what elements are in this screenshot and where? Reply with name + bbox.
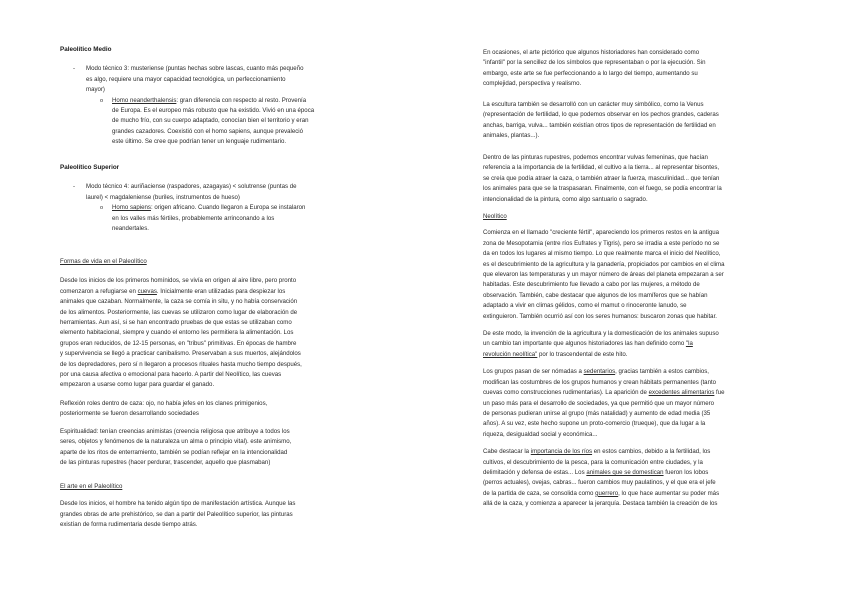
- text-run: Los grupos pasan de ser nómadas a: [483, 368, 584, 376]
- text-run: , gracias también a estos cambios,: [615, 368, 709, 376]
- term-link: importancia de los ríos: [530, 448, 593, 456]
- text-line: grandes cazadores. Coexistió con el homo sapiens, aunque prevaleció: [112, 127, 304, 135]
- text-line: y supervivencia se llegó a practicar canibalismo. Preservaban a sus muertos, alejándolos: [60, 350, 301, 358]
- text-line: [483, 367, 789, 377]
- heading-neolitico: Neolítico: [483, 213, 507, 220]
- heading-paleolitico-medio: Paleolítico Medio: [60, 46, 112, 53]
- text-line: riqueza, desigualdad social y económica...: [483, 430, 598, 438]
- paragraph: [60, 499, 365, 530]
- text-line: laurel) < magdaleniense (buriles, instrumentos de hueso): [86, 193, 240, 201]
- text-line: este último. Se cree que podrían tener un lenguaje rudimentario.: [112, 138, 287, 146]
- paragraph: [483, 48, 789, 90]
- text-line: animales, plantas...).: [483, 132, 540, 140]
- term-link: sedentarios: [583, 368, 616, 376]
- sub-list-item: [60, 203, 365, 234]
- text-line: los animales para que se la traspasaran. Finalmente, con el fuego, se podía encontrar la: [483, 185, 722, 193]
- text-line: posteriormente se fueron desarrollando sociedades: [60, 410, 199, 418]
- text-line: es algo, requiere una mayor capacidad tecnológica, un perfeccionamiento: [86, 75, 286, 83]
- text-line: [483, 447, 789, 457]
- text-line: de mucho frío, con su cuerpo adaptado, conocían bien el territorio y eran: [112, 117, 309, 125]
- text-line: Reflexión roles dentro de caza: ojo, no había jefes en los clanes primigenios,: [60, 399, 268, 407]
- section-arte-paleolitico: [60, 482, 365, 531]
- text-line: (perros actuales), ovejas, cabras... fueron cambios muy paulatinos, y el que era el jefe: [483, 479, 716, 487]
- text-run: delimitación y defensa de estas... Los: [483, 468, 587, 476]
- right-column: [483, 0, 789, 599]
- text-line: de las pinturas rupestres (hacer perdurar, trascender, aquello que plasmaban): [60, 458, 271, 466]
- text-line: [60, 287, 365, 297]
- text-line: es el descubrimiento de la agricultura y la ganadería, propiciados por cambios en el clima: [483, 260, 725, 268]
- section-paleolitico-superior: [60, 163, 365, 234]
- text-line: de personas pudieran unirse al grupo (más natalidad) y aumento de edad media (35: [483, 409, 711, 417]
- text-line: grandes obras de arte prehistórico, se dan a partir del Paleolítico superior, las pinturas: [60, 510, 293, 518]
- text-line: [483, 350, 789, 360]
- text-line: aparte de los ritos de enterramiento, también se podían reflejar en la intencionalidad: [60, 448, 288, 456]
- text-line: existían de forma rudimentaria desde tiempo atrás.: [60, 521, 198, 529]
- text-line: - Modo técnico 3: musteriense (puntas hechas sobre lascas, cuanto más pequeño: [86, 65, 304, 73]
- heading-arte-paleolitico: El arte en el Paleolítico: [60, 483, 123, 490]
- text-line: grupos eran reducidos, de 12-15 personas, en "tribus" primitivas. En épocas de hambre: [60, 339, 297, 347]
- term-link: Homo neanderthalensis: [112, 96, 177, 104]
- text-line: zona de Mesopotamia (entre ríos Eufrates y Tigris), pero se irradia a este período no se: [483, 239, 720, 247]
- text-run: por lo trascendental de este hito.: [537, 350, 628, 358]
- text-line: [483, 339, 789, 349]
- text-line: Desde los inicios de los primeros homínidos, se vivía en origen al aire libre, pero pronto: [60, 277, 297, 285]
- text-line: Espiritualidad: tenían creencias animistas (creencia religiosa que atribuye a todos los: [60, 427, 290, 435]
- paragraph: [60, 276, 365, 390]
- text-line: embargo, este arte se fue perfeccionando a lo largo del tiempo, aumentando su: [483, 69, 698, 77]
- text-run: un cambio tan importante que algunos historiadores las han definido como: [483, 340, 686, 348]
- sub-list-item: [60, 96, 365, 148]
- paragraph: [60, 399, 365, 420]
- text-line: [483, 489, 789, 499]
- text-line: se creía que podía atraer la caza, o también atraer la fuerza, masculinidad... que tenían: [483, 174, 720, 182]
- term-link: "la: [685, 340, 693, 348]
- heading-formas-de-vida: Formas de vida en el Paleolítico: [60, 258, 147, 265]
- text-line: seres, objetos y fenómenos de la naturaleza un alma o principio vital). este animismo,: [60, 438, 292, 446]
- section-neolitico: [483, 212, 789, 510]
- term-link: guerrero: [595, 489, 619, 497]
- text-run: : origen africano. Cuando llegaron a Europa se instalaron: [150, 204, 306, 212]
- text-line: "infantil" por la sencillez de los símbolos que representaban o por la ejecución. Sin: [483, 59, 706, 67]
- term-link: animales que se domestican: [586, 468, 664, 476]
- text-line: intencionalidad de la pintura, como algo santuario o sagrado.: [483, 195, 648, 203]
- text-line: neandertales.: [112, 225, 149, 233]
- heading-paleolitico-superior: Paleolítico Superior: [60, 164, 120, 171]
- text-line: de los depredadores, pero sí n llegaron a procesos rituales hasta mucho tiempo después,: [60, 360, 302, 368]
- paragraph: [483, 100, 789, 142]
- text-line: años). A su vez, este hecho supone un proto-comercio (trueque), que da lugar a la: [483, 420, 706, 428]
- text-line: que elevaron las temperaturas y un mayor número de áreas del planeta empezaran a ser: [483, 271, 724, 279]
- term-link: excedentes alimentarios: [648, 389, 715, 397]
- text-line: referencia a la importancia de la fertilidad, el cultivo a la tierra... al representar bisontes,: [483, 164, 720, 172]
- text-line: por una causa afectiva o emocional para hacerlo. A partir del Neolítico, las cuevas: [60, 371, 282, 379]
- paragraph: [483, 228, 789, 322]
- text-line: animales que cazaban. Normalmente, la caza se comía in situ, y no había conservación: [60, 298, 298, 306]
- text-line: [483, 468, 789, 478]
- text-line: herramientas. Aun así, si se han encontrado pruebas de que estas se utilizaban como: [60, 319, 292, 327]
- section-formas-de-vida: [60, 257, 365, 468]
- section-paleolitico-medio: [60, 45, 365, 148]
- text-line: elemento habitacional, siempre y cuando el entorno les permitiera la alimentación. Los: [60, 329, 294, 337]
- text-line: (representación de fertilidad, lo que podemos observar en los pechos grandes, caderas: [483, 111, 719, 119]
- text-line: da en todos los lugares al mismo tiempo. Lo que realmente marca el inicio del Neolítico,: [483, 250, 721, 258]
- left-column: [60, 0, 365, 599]
- text-line: de los alimentos. Posteriormente, las cuevas se utilizaron como lugar de elaboración de: [60, 308, 298, 316]
- paragraph: [60, 427, 365, 469]
- text-line: modifican las costumbres de los grupos humanos y crean hábitats permanentes (tanto: [483, 378, 717, 386]
- text-line: extinguieron. También ocurrió así con los seres humanos: buscaron zonas que habitar.: [483, 312, 717, 320]
- list-item: [60, 64, 365, 95]
- text-run: cuevas como construcciones rudimentarias). La aparición de: [483, 389, 649, 397]
- text-run: . Inicialmente eran utilizadas para despiezar los: [156, 287, 286, 295]
- text-line: Comienza en el llamado "creciente fértil", apareciendo los primeros restos en la antigua: [483, 229, 720, 237]
- text-run: : gran diferencia con respecto al resto. Provenía: [176, 96, 307, 104]
- text-run: comenzaron a refugiarse en: [60, 287, 138, 295]
- term-link: cuevas: [137, 287, 157, 295]
- text-line: mayor): [86, 86, 105, 94]
- text-run: de la partida de caza, se consolida como: [483, 489, 596, 497]
- text-line: De este modo, la invención de la agricultura y la domesticación de los animales supuso: [483, 330, 719, 338]
- text-line: Desde los inicios, el hombre ha tenido algún tipo de manifestación artística. Aunque las: [60, 500, 296, 508]
- text-run: Cabe destacar la: [483, 448, 531, 456]
- paragraph: [483, 329, 789, 360]
- text-line: Dentro de las pinturas rupestres, podemos encontrar vulvas femeninas, que hacían: [483, 154, 708, 161]
- text-line: - Modo técnico 4: auriñaciense (raspadores, azagayas) < solutrense (puntas de: [86, 183, 297, 191]
- text-line: adaptado a vivir en climas gélidos, como el mamut o rinoceronte lanudo, se: [483, 302, 687, 310]
- list-item: [60, 182, 365, 203]
- text-line: en los valles más fértiles, probablemente arrinconando a los: [112, 214, 275, 222]
- text-run: en estos cambios, debido a la fertilidad, los: [592, 448, 711, 456]
- paragraph: [483, 367, 789, 440]
- text-line: empezaron a usarse como lugar para guardar el ganado.: [60, 381, 215, 389]
- text-line: [112, 203, 365, 213]
- paragraph: [483, 447, 789, 509]
- text-run: fue: [714, 389, 725, 397]
- text-run: fueron los lobos: [663, 468, 709, 476]
- text-line: de Europa. Es el europeo más robusto que ha existido. Vivió en una época: [112, 107, 315, 115]
- text-line: un paso más para el desarrollo de sociedades, ya que permitió que un mayor número: [483, 399, 715, 407]
- text-line: allá de la caza, y comienza a aparecer la jerarquía. Destaca también la creación de los: [483, 500, 718, 508]
- term-link: revolución neolítica": [483, 350, 538, 358]
- text-line: En ocasiones, el arte pictórico que algunos historiadores han considerado como: [483, 49, 700, 56]
- text-line: [112, 96, 365, 106]
- text-line: anchas, barriga, vulva... también existían otros tipos de representación de fertilidad en: [483, 121, 716, 129]
- text-line: complejidad, perspectiva y realismo.: [483, 80, 582, 88]
- paragraph: [483, 153, 789, 205]
- text-line: cultivos, el descubrimiento de la pesca, para la comunicación entre ciudades, y la: [483, 458, 703, 466]
- text-line: [483, 388, 789, 398]
- text-line: observación. También, cabe destacar que algunos de los mamíferos que se habían: [483, 291, 708, 299]
- text-run: , lo que hace aumentar su poder más: [618, 489, 720, 497]
- term-link: Homo sapiens: [112, 204, 151, 212]
- text-line: La escultura también se desarrolló con un carácter muy simbólico, como la Venus: [483, 101, 704, 108]
- text-line: habitadas. Este descubrimiento fue llevado a cabo por las mujeres, a método de: [483, 281, 700, 289]
